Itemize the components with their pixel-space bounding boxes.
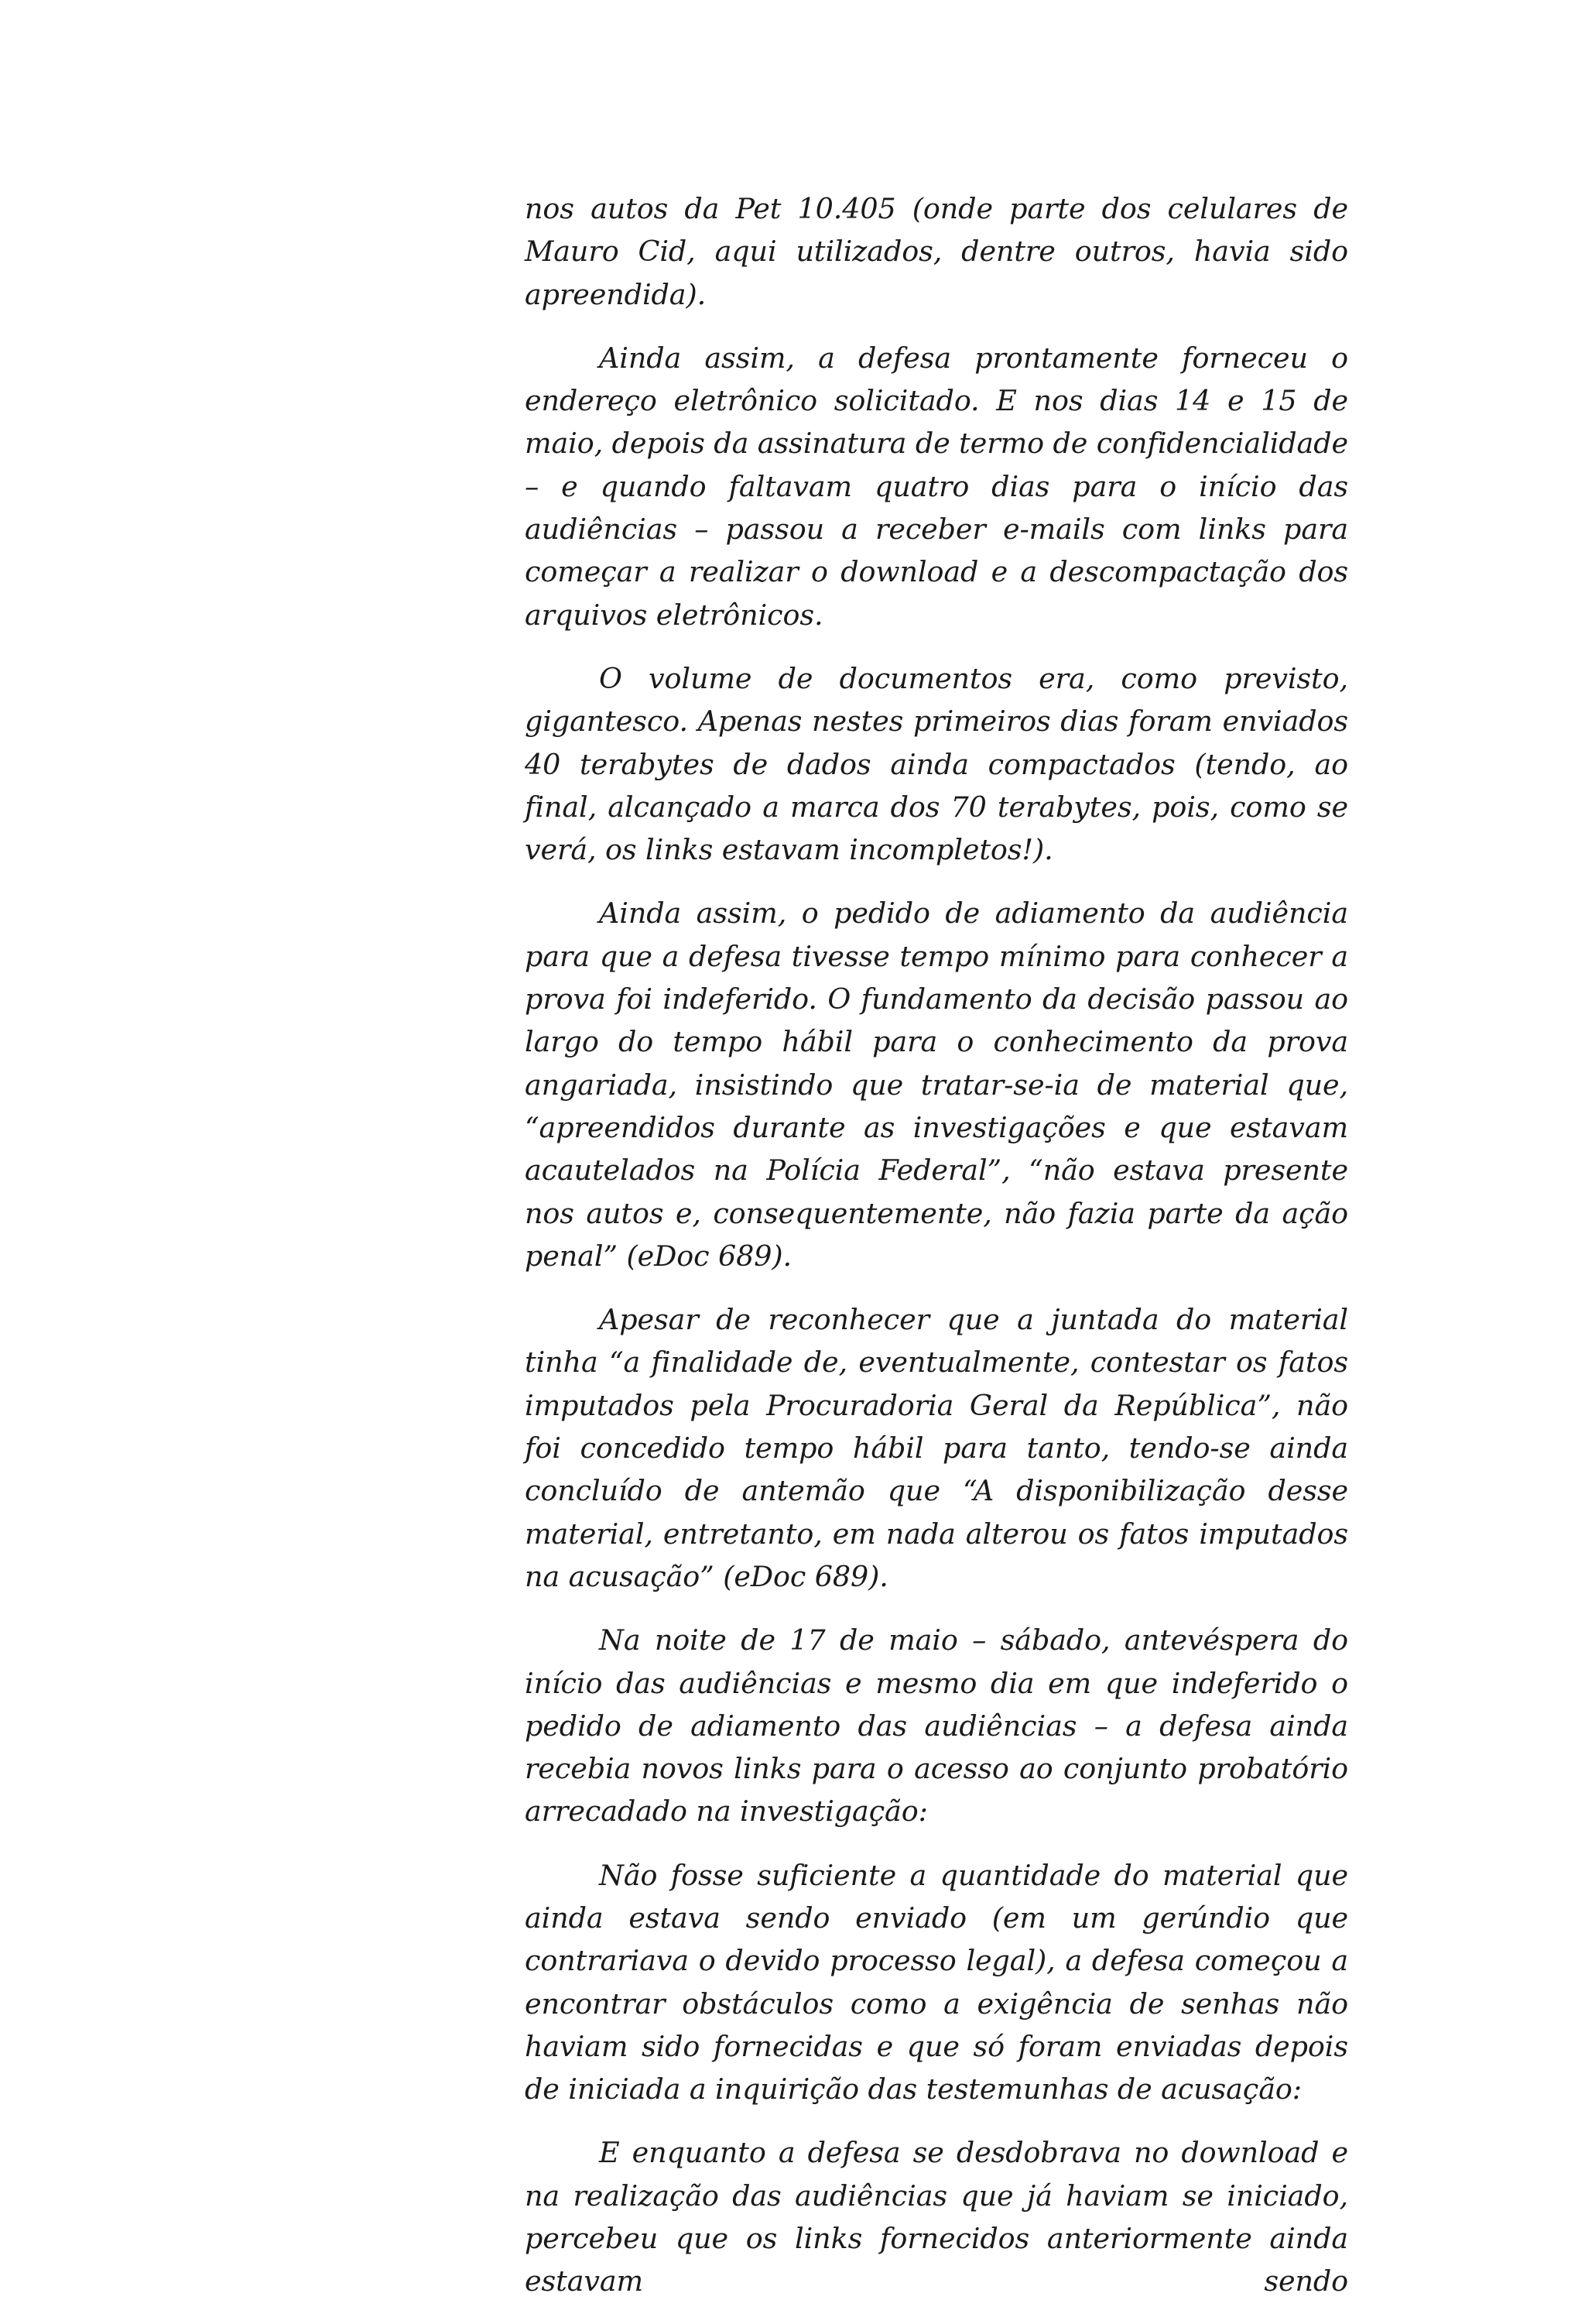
- paragraph-truncated: E enquanto a defesa se desdobrava no download e na realização das audiências que já haviam se iniciado, percebeu que os links fornecidos anteriormente ainda estavam sendo: [525, 2136, 1348, 2298]
- paragraph: O volume de documentos era, como previsto, gigantesco. Apenas nestes primeiros dias foram enviados 40 terabytes de dados ainda compactados (tendo, ao final, alcançado a marca dos 70 terabytes, pois, como se verá, os links estavam incompletos!).: [525, 661, 1348, 867]
- paragraph: Na noite de 17 de maio – sábado, antevéspera do início das audiências e mesmo dia em que indeferido o pedido de adiamento das audiências – a defesa ainda recebia novos links para o acesso ao conjunto probatório arrecadado na investigação:: [525, 1623, 1348, 1829]
- paragraph: Apesar de reconhecer que a juntada do material tinha “a finalidade de, eventualmente, contestar os fatos imputados pela Procuradoria Geral da República”, não foi concedido tempo hábil para tanto, tendo-se ainda concluído de antemão que “A disponibilização desse material, entretanto, em nada alterou os fatos imputados na acusação” (eDoc 689).: [525, 1303, 1348, 1593]
- paragraph: Ainda assim, a defesa prontamente forneceu o endereço eletrônico solicitado. E nos dias 14 e 15 de maio, depois da assinatura de termo de confidencialidade – e quando faltavam quatro dias para o início das audiências – passou a receber e-mails com links para começar a realizar o download e a descompactação dos arquivos eletrônicos.: [525, 341, 1348, 632]
- paragraph-continuation: nos autos da Pet 10.405 (onde parte dos celulares de Mauro Cid, aqui utilizados, dentre outros, havia sido apreendida).: [525, 192, 1348, 311]
- body-text: [525, 187, 1348, 2324]
- paragraph: Não fosse suficiente a quantidade do material que ainda estava sendo enviado (em um gerúndio que contrariava o devido processo legal), a defesa começou a encontrar obstáculos como a exigência de senhas não haviam sido fornecidas e que só foram enviadas depois de iniciada a inquirição das testemunhas de acusação:: [525, 1858, 1348, 2106]
- paragraph: Ainda assim, o pedido de adiamento da audiência para que a defesa tivesse tempo mínimo para conhecer a prova foi indeferido. O fundamento da decisão passou ao largo do tempo hábil para o conhecimento da prova angariada, insistindo que tratar-se-ia de material que, “apreendidos durante as investigações e que estavam acautelados na Polícia Federal”, “não estava presente nos autos e, consequentemente, não fazia parte da ação penal” (eDoc 689).: [525, 896, 1348, 1273]
